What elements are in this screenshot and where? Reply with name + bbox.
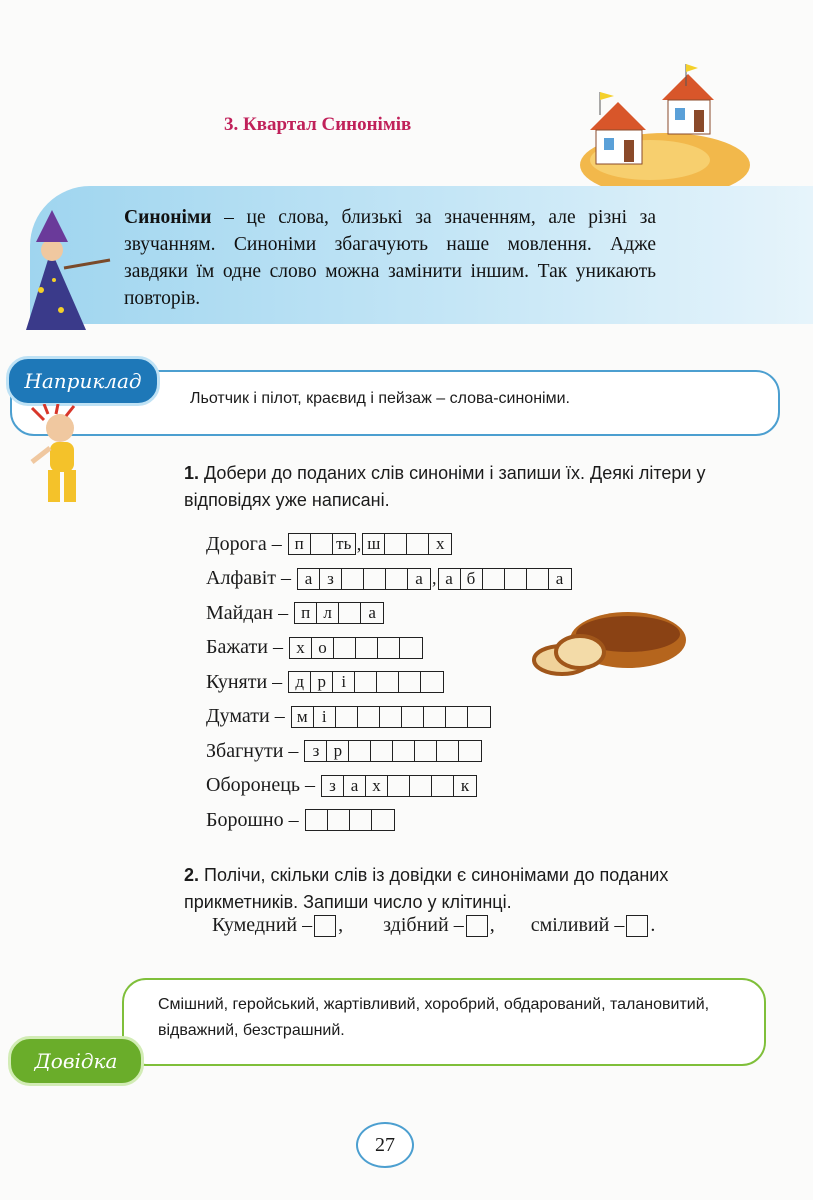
letter-cell[interactable] — [505, 569, 527, 589]
letter-cell[interactable] — [483, 569, 505, 589]
house-left-icon — [590, 92, 646, 164]
answer-cells — [288, 671, 444, 693]
synonym-row — [206, 667, 572, 697]
letter-cell[interactable] — [311, 534, 333, 554]
synonym-row — [206, 702, 572, 732]
letter-cell[interactable] — [410, 776, 432, 796]
letter-cell[interactable]: о — [312, 638, 334, 658]
letter-cell[interactable]: а — [344, 776, 366, 796]
letter-cell[interactable] — [358, 707, 380, 727]
letter-cell[interactable] — [380, 707, 402, 727]
source-word: Алфавіт – — [206, 567, 291, 589]
source-word: Збагнути – — [206, 739, 299, 762]
letter-cell[interactable] — [336, 707, 358, 727]
letter-cell[interactable] — [402, 707, 424, 727]
synonym-row — [206, 736, 572, 766]
letter-cell[interactable] — [386, 569, 408, 589]
section-title: 3. Квартал Синонімів — [224, 114, 412, 135]
bread-illustration — [528, 604, 688, 684]
answer-box-3[interactable] — [626, 915, 648, 937]
adjective-2: здібний – — [383, 914, 464, 936]
task-2-number: 2. — [184, 865, 200, 885]
house-right-icon — [662, 64, 714, 134]
letter-cell[interactable]: б — [461, 569, 483, 589]
letter-cell[interactable]: х — [435, 534, 445, 553]
letter-cell[interactable]: ш — [363, 534, 385, 554]
letter-cell[interactable] — [355, 672, 377, 692]
letter-cell[interactable] — [424, 707, 446, 727]
letter-cell[interactable]: л — [317, 603, 339, 623]
letter-cell[interactable] — [378, 638, 400, 658]
synonym-row — [206, 529, 572, 559]
reference-tag: Довідка — [8, 1036, 144, 1086]
adjective-1: Кумедний – — [212, 914, 313, 936]
letter-cell[interactable] — [407, 534, 429, 554]
letter-cell[interactable]: з — [322, 776, 344, 796]
letter-cell[interactable] — [468, 707, 490, 727]
letter-cell[interactable]: х — [290, 638, 312, 658]
task-1 — [184, 460, 784, 514]
houses-illustration — [570, 60, 750, 200]
answer-cells — [288, 533, 356, 555]
letter-cell[interactable] — [349, 741, 371, 761]
group-separator: , — [432, 568, 437, 588]
source-word: Бажати – — [206, 636, 283, 658]
letter-cell[interactable] — [400, 638, 422, 658]
letter-cell[interactable] — [328, 810, 350, 830]
synonym-row — [206, 805, 572, 835]
letter-cell[interactable]: з — [305, 741, 327, 761]
task-2-instruction: Полічи, скільки слів із довідки є синонімами до поданих прикметників. Запиши число у клітинці. — [184, 865, 669, 912]
synonym-row — [206, 598, 572, 628]
definition-term: Синоніми — [124, 207, 212, 228]
letter-cell[interactable] — [446, 707, 468, 727]
answer-cells — [321, 775, 477, 797]
answer-cells — [297, 568, 431, 590]
letter-cell[interactable] — [306, 810, 328, 830]
synonym-row — [206, 771, 572, 801]
page-number: 27 — [356, 1122, 414, 1168]
letter-cell[interactable]: р — [311, 672, 333, 692]
letter-cell[interactable] — [527, 569, 549, 589]
letter-cell[interactable]: а — [298, 569, 320, 589]
letter-cell[interactable]: м — [292, 707, 314, 727]
source-word: Оборонець – — [206, 774, 316, 796]
task-2 — [184, 862, 784, 916]
answer-cells — [362, 533, 452, 555]
example-tag: Наприклад — [6, 356, 160, 406]
punct-2: , — [489, 914, 495, 936]
answer-cells — [289, 637, 423, 659]
wizard-illustration — [6, 210, 116, 330]
letter-cell[interactable] — [393, 741, 415, 761]
letter-cell[interactable] — [459, 741, 481, 761]
answer-cells — [438, 568, 572, 590]
letter-cell[interactable]: х — [366, 776, 388, 796]
letter-cell[interactable] — [364, 569, 386, 589]
letter-cell[interactable]: а — [415, 568, 423, 588]
letter-cell[interactable]: а — [439, 569, 461, 589]
source-word: Майдан – — [206, 601, 289, 624]
girl-illustration — [22, 404, 102, 514]
synonym-row — [206, 633, 572, 663]
letter-cell[interactable]: а — [368, 603, 376, 622]
source-word: Борошно – — [206, 808, 299, 831]
source-word: Куняти – — [206, 670, 283, 693]
letter-cell[interactable] — [377, 672, 399, 692]
letter-cell[interactable]: і — [333, 672, 355, 692]
letter-cell[interactable] — [421, 672, 443, 692]
letter-cell[interactable]: д — [289, 672, 311, 692]
letter-cell[interactable] — [437, 741, 459, 761]
source-word: Думати – — [206, 705, 285, 727]
letter-cell[interactable]: а — [555, 568, 564, 588]
answer-cells — [305, 809, 395, 831]
letter-cell[interactable] — [388, 776, 410, 796]
task-1-number: 1. — [184, 463, 200, 483]
punct-1: , — [338, 914, 344, 936]
letter-cell[interactable] — [385, 534, 407, 554]
letter-cell[interactable]: з — [320, 569, 342, 589]
letter-cell[interactable] — [371, 741, 393, 761]
reference-text: Смішний, геройський, жартівливий, хоробрий, обдарований, талановитий, відважний, безстрашний. — [158, 996, 710, 1039]
letter-cell[interactable]: ть — [336, 534, 352, 553]
definition-body: – це слова, близькі за значенням, але різні за звучанням. Синоніми збагачують наше мовлення. Адже завдяки їм одне слово можна замінити іншим. Так уникають повторів. — [124, 207, 656, 309]
letter-cell[interactable] — [350, 810, 372, 830]
letter-cell[interactable]: і — [314, 707, 336, 727]
letter-cell[interactable]: к — [460, 775, 470, 795]
letter-cell[interactable]: р — [327, 741, 349, 761]
task-1-instruction: Добери до поданих слів синоніми і запиши їх. Деякі літери у відповідях уже написані. — [184, 463, 706, 510]
letter-cell[interactable] — [399, 672, 421, 692]
letter-cell[interactable] — [339, 603, 361, 623]
answer-cells — [291, 706, 491, 728]
group-separator: , — [356, 533, 362, 554]
letter-cell[interactable]: п — [295, 603, 317, 623]
example-text: Льотчик і пілот, краєвид і пейзаж – слова-синоніми. — [190, 390, 570, 407]
letter-cell[interactable] — [432, 776, 454, 796]
answer-box-2[interactable] — [466, 915, 488, 937]
letter-cell[interactable] — [356, 638, 378, 658]
letter-cell[interactable]: п — [289, 534, 311, 554]
punct-3: . — [650, 914, 656, 936]
source-word: Дорога – — [206, 532, 282, 555]
definition-text — [124, 204, 656, 312]
synonym-rows — [206, 529, 572, 840]
adjective-row — [212, 914, 655, 937]
letter-cell[interactable] — [334, 638, 356, 658]
adjective-3: сміливий – — [530, 914, 625, 936]
synonym-row — [206, 564, 572, 594]
answer-cells — [304, 740, 482, 762]
letter-cell[interactable] — [415, 741, 437, 761]
letter-cell[interactable] — [342, 569, 364, 589]
answer-box-1[interactable] — [314, 915, 336, 937]
answer-cells — [294, 602, 384, 624]
letter-cell[interactable] — [372, 810, 394, 830]
